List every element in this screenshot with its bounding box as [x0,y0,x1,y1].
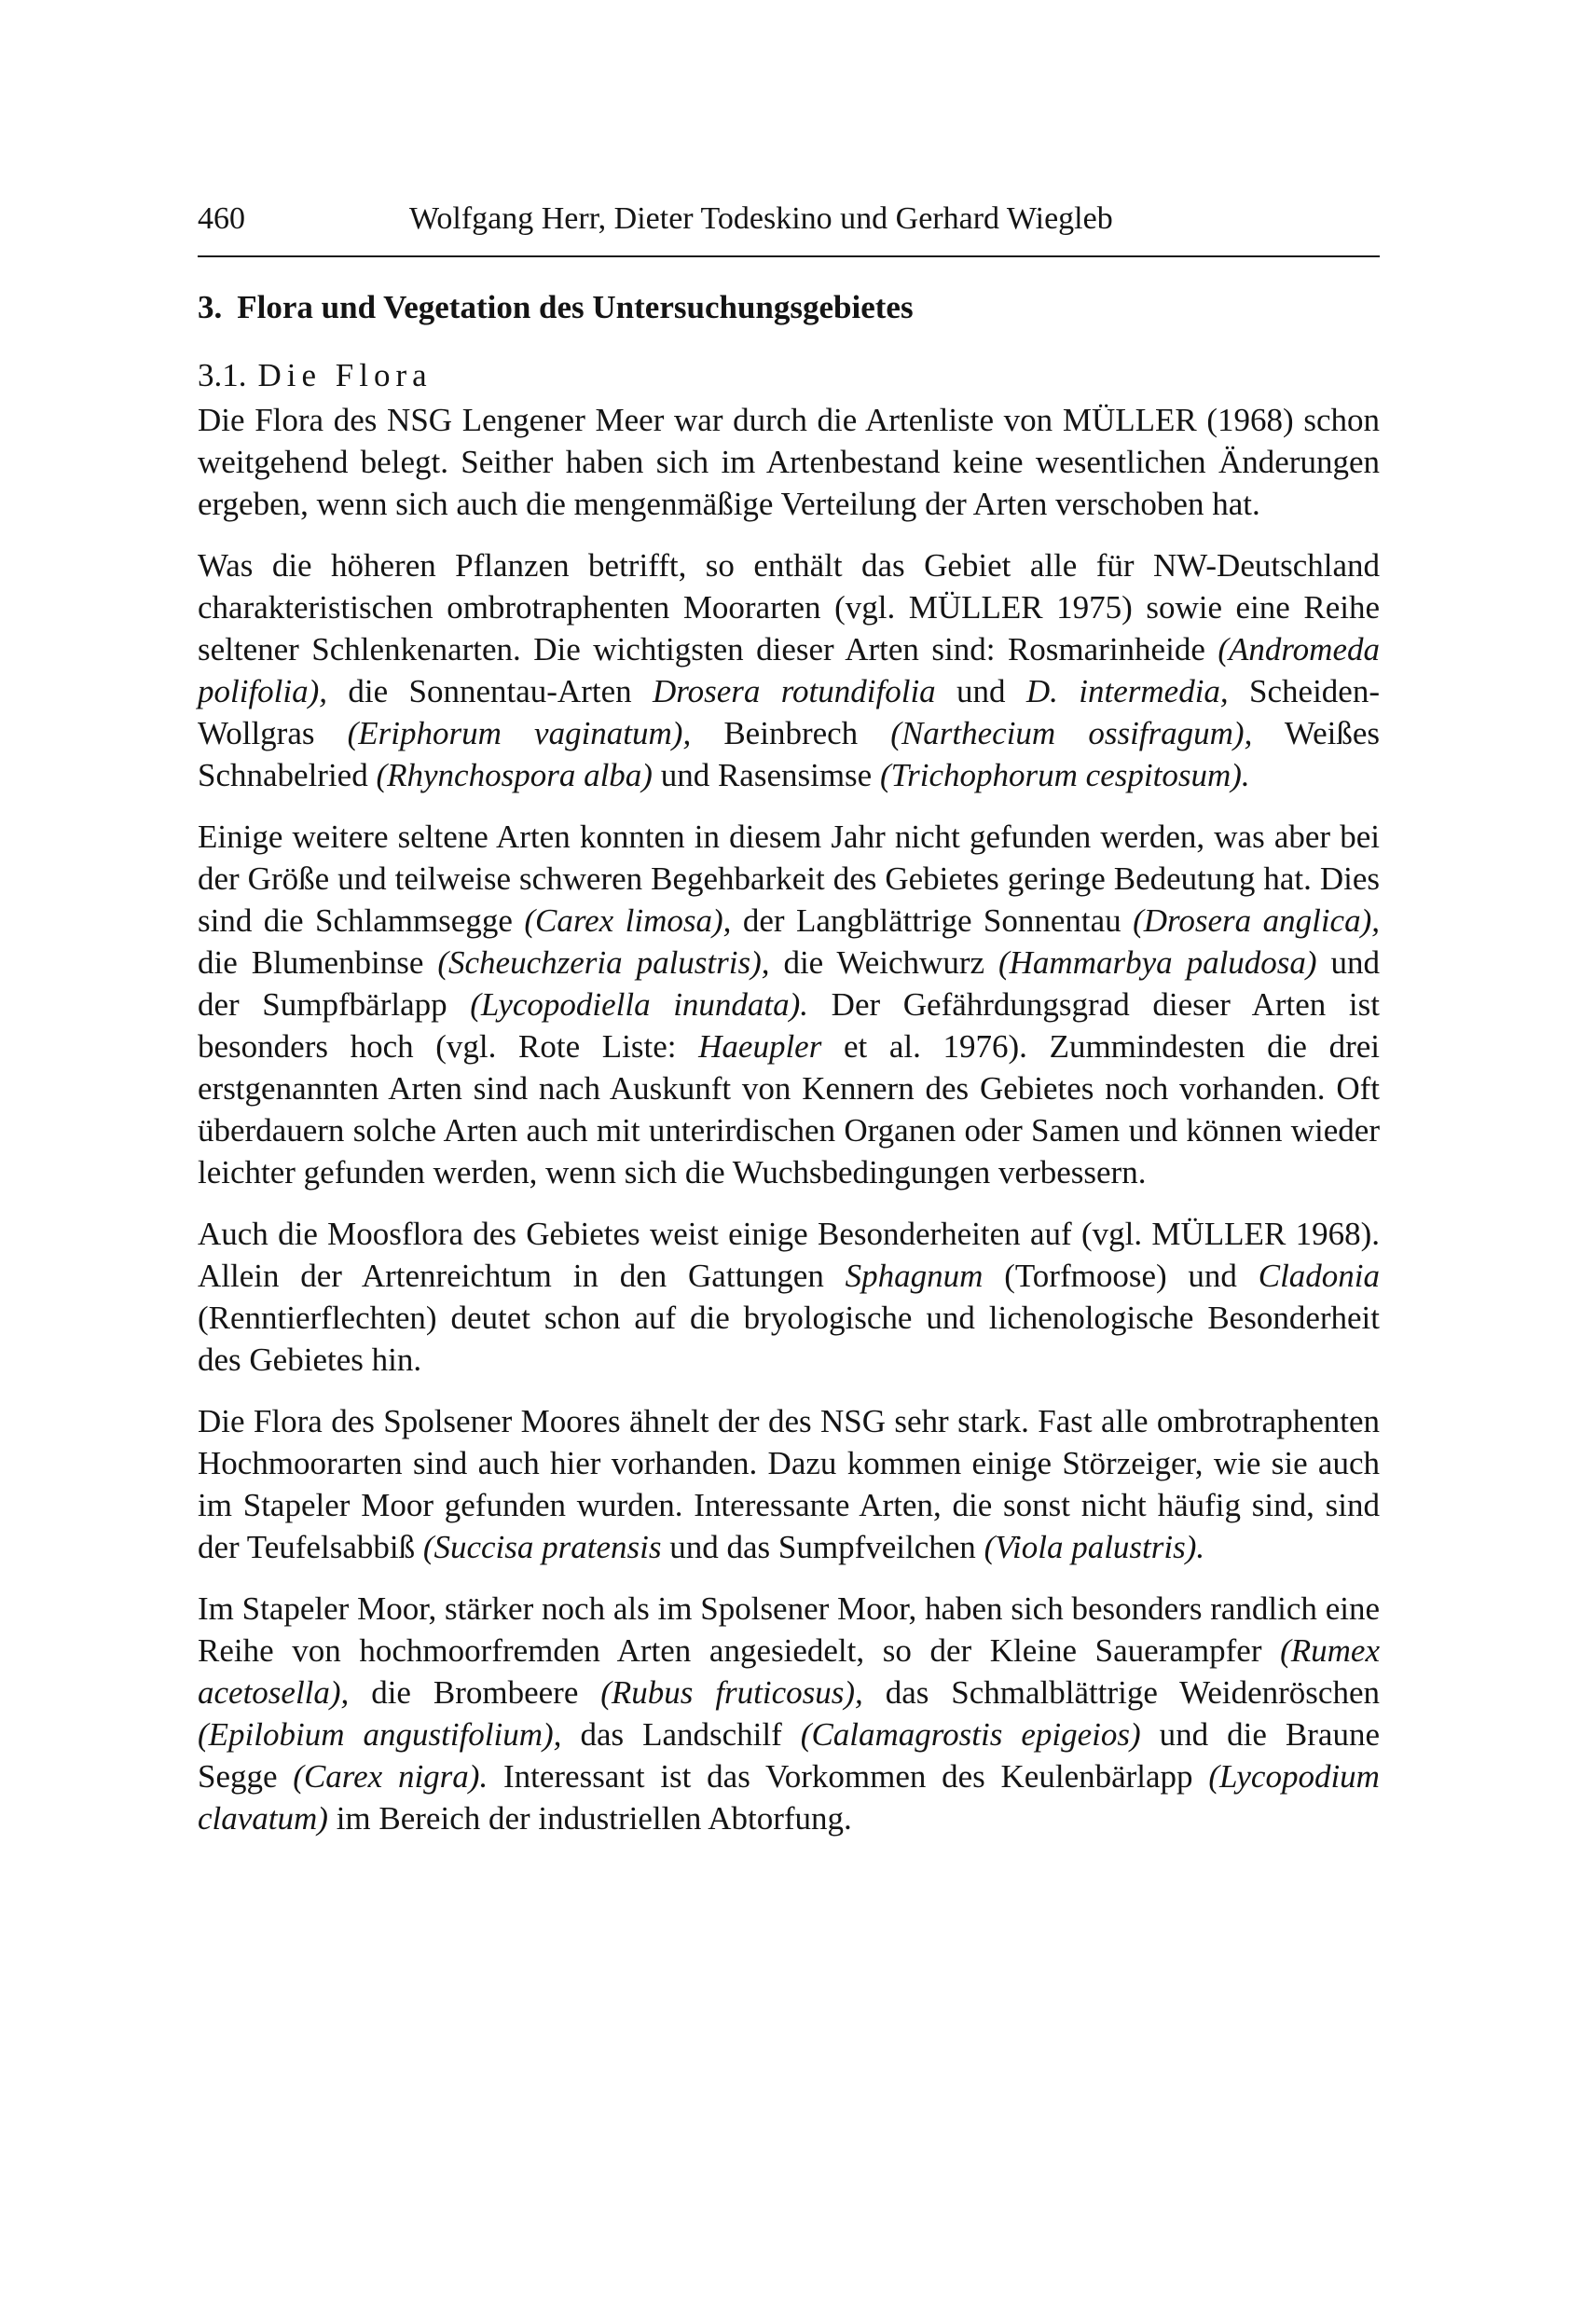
paragraph-2 [198,544,1380,796]
species-name: (Lycopodium clavatum) [198,1758,1380,1837]
species-name: (Eriphorum vaginatum), [347,715,692,751]
text-run: Die Flora des Spolsener Moores ähnelt der des NSG sehr stark. Fast alle ombrotraphenten Hochmoorarten sind auch hier vorhanden. Dazu kommen einige Störzeiger, wie sie auch im Stapeler Moor gefunden wurden. Interessante Arten, die sonst nicht häufig sind, sind der Teufelsabbiß [198,1403,1380,1565]
text-run: Die Flora des NSG Lengener Meer war durch die Artenliste von MÜLLER (1968) schon weitgehend belegt. Seither haben sich im Artenbestand keine wesentlichen Änderungen ergeben, wenn sich auch die mengenmäßige Verteilung der Arten verschoben hat. [198,402,1380,522]
species-name: (Epilobium angustifolium), [198,1716,562,1753]
species-name: (Calamagrostis epigeios) [800,1716,1141,1753]
text-run: und der Sumpfbärlapp [198,944,1381,1023]
text-run: und Rasensimse [652,757,880,793]
running-head-authors: Wolfgang Herr, Dieter Todeskino und Gerhard Wiegleb [409,201,1113,236]
species-name: (Carex nigra). [293,1758,488,1795]
species-name: (Lycopodiella inundata). [470,986,809,1023]
species-name: (Rhynchospora alba) [376,757,653,793]
species-name: (Trichophorum cespitosum). [879,757,1250,793]
text-run: Scheiden-Wollgras [198,673,1380,751]
text-run: das Landschilf [561,1716,801,1753]
paragraph-1 [198,399,1380,525]
text-run: im Bereich der industriellen Abtorfung. [327,1800,852,1837]
species-name: Cladonia [1258,1258,1381,1294]
species-name: Drosera rotundifolia [652,673,936,709]
paragraph-5 [198,1400,1380,1568]
species-name: (Rubus fruticosus), [600,1674,863,1711]
section-title: Flora und Vegetation des Untersuchungsgebietes [237,289,914,325]
text-run: Im Stapeler Moor, stärker noch als im Spolsener Moor, haben sich besonders randlich eine Reihe von hochmoorfremden Arten angesiedelt, so der Kleine Sauerampfer [198,1590,1380,1669]
species-name: Haeupler [698,1028,822,1065]
subsection-number: 3.1. [198,357,247,393]
text-run: Einige weitere seltene Arten konnten in diesem Jahr nicht gefunden werden, was aber bei der Größe und teilweise schweren Begehbarkeit des Gebietes geringe Bedeutung hat. Dies sind die Schlammsegge [198,819,1380,939]
text-run: und die Braune Segge [198,1716,1380,1795]
species-name: Sphagnum [845,1258,984,1294]
species-name: (Hammarbya paludosa) [998,944,1317,981]
header-rule [198,255,1380,257]
species-name: (Rumex acetosella), [198,1632,1380,1711]
text-run: und [935,673,1026,709]
text-run: die Blumenbinse [198,944,438,981]
species-name: (Succisa pratensis [422,1529,662,1565]
text-run: der Langblättrige Sonnentau [731,902,1134,939]
text-run: Interessant ist das Vorkommen des Keulenbärlapp [488,1758,1209,1795]
subsection-title: Die Flora [257,357,433,393]
text-run: die Brombeere [349,1674,601,1711]
text-run: Der Gefährdungsgrad dieser Arten ist besonders hoch (vgl. Rote Liste: [198,986,1380,1065]
species-name: (Viola palustris). [984,1529,1205,1565]
species-name: (Drosera anglica), [1133,902,1380,939]
species-name: (Narthecium ossifragum), [890,715,1253,751]
species-name: (Carex limosa), [524,902,732,939]
text-run: Beinbrech [691,715,891,751]
species-name: D. intermedia, [1025,673,1229,709]
section-number: 3. [198,289,223,325]
paragraph-6 [198,1588,1380,1839]
text-run: das Schmalblättrige Weidenröschen [862,1674,1380,1711]
text-run: (Renntierflechten) deutet schon auf die bryologische und lichenologische Besonderheit des Gebietes hin. [198,1300,1380,1378]
subsection-heading [198,352,433,399]
species-name: (Andromeda polifolia), [198,631,1380,709]
text-run: et al. 1976). Zummindesten die drei erstgenannten Arten sind nach Auskunft von Kennern des Gebietes noch vorhanden. Oft überdauern solche Arten auch mit unterirdischen Organen oder Samen und können wieder leichter gefunden werden, wenn sich die Wuchsbedingungen verbessern. [198,1028,1380,1190]
species-name: (Scheuchzeria palustris), [437,944,770,981]
text-run: (Torfmoose) und [983,1258,1259,1294]
text-run: Was die höheren Pflanzen betrifft, so enthält das Gebiet alle für NW-Deutschland charakteristischen ombrotraphenten Moorarten (vgl. MÜLLER 1975) sowie eine Reihe seltener Schlenkenarten. Die wichtigsten dieser Arten sind: Rosmarinheide [198,547,1380,667]
running-head [198,196,1380,242]
page-number: 460 [198,201,245,236]
text-run: die Weichwurz [769,944,998,981]
section-heading [198,284,1380,331]
text-run: die Sonnentau-Arten [327,673,653,709]
paragraph-3 [198,816,1380,1193]
paragraph-4 [198,1213,1380,1381]
text-run: und das Sumpfveilchen [661,1529,984,1565]
text-run: Weißes Schnabelried [198,715,1380,793]
text-run: Auch die Moosflora des Gebietes weist einige Besonderheiten auf (vgl. MÜLLER 1968). Allein der Artenreichtum in den Gattungen [198,1216,1380,1294]
body-text [198,399,1380,1859]
